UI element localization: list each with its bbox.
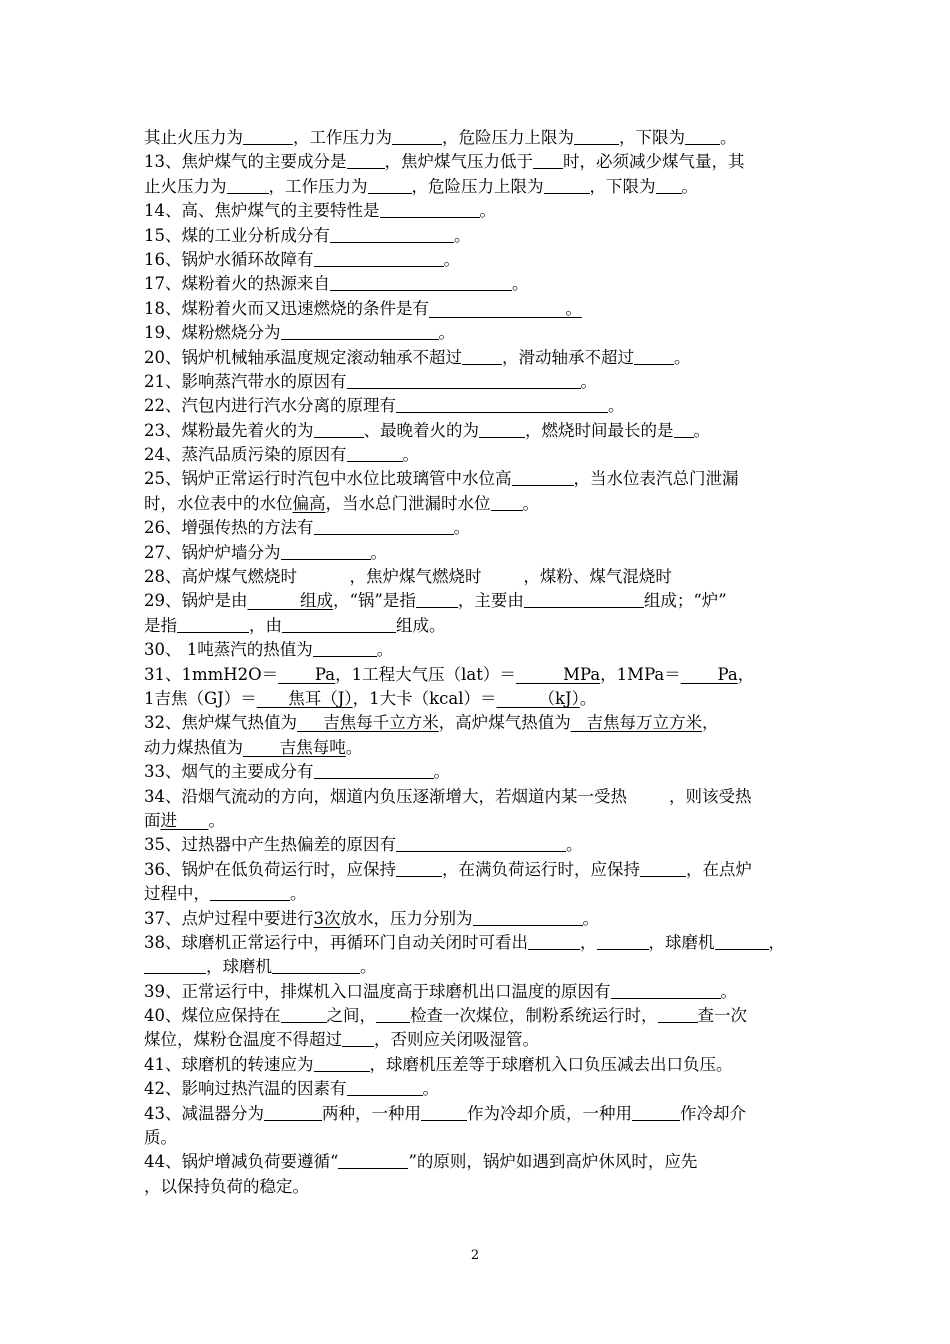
text-line [144, 955, 812, 979]
text-line [144, 272, 812, 296]
line-text: 24、蒸汽品质污染的原因有 [144, 445, 347, 465]
line-text: 组成。 [396, 615, 446, 635]
line-text: 26、增强传热的方法有 [144, 518, 314, 538]
answer-blank [656, 176, 682, 194]
line-text: ，危险压力上限为 [442, 128, 574, 147]
underlined-answer: 偏高 [292, 493, 326, 513]
underlined-answer: MPa [515, 664, 601, 684]
answer-blank [396, 395, 608, 413]
line-text: ，工作压力为 [293, 128, 392, 147]
answer-blank [473, 908, 583, 926]
line-text: 。 [438, 323, 455, 343]
line-text: ，燃烧时间最长的是 [525, 420, 674, 440]
line-text: 之间， [326, 1006, 376, 1026]
line-text: 。 [290, 884, 307, 904]
text-line [144, 224, 812, 248]
text-line [144, 1175, 812, 1199]
line-text: 时，水位表中的水位 [144, 493, 293, 513]
line-text: 。 [433, 762, 450, 782]
answer-blank [416, 590, 458, 608]
line-text: 22、汽包内进行汽水分离的原理有 [144, 396, 396, 416]
line-text: 作为冷却介质，一种用 [467, 1103, 632, 1123]
line-text: 23、煤粉最先着火的为 [144, 420, 314, 440]
underlined-answer: 。 [429, 298, 582, 318]
line-text: 19、煤粉燃烧分为 [144, 323, 281, 343]
line-text: ”的原则，锅炉如遇到高炉休风时，应先 [408, 1152, 698, 1172]
line-text: ，以保持负荷的稳定。 [144, 1176, 309, 1196]
line-text: 20、锅炉机械轴承温度规定滚动轴承不超过 [144, 347, 462, 367]
answer-blank [313, 639, 377, 657]
line-text: 41、球磨机的转速应为 [144, 1054, 314, 1074]
answer-blank [574, 127, 619, 145]
line-text: ，当水位表汽总门泄漏 [573, 469, 739, 489]
text-line [144, 297, 812, 321]
line-text: 33、烟气的主要成分有 [144, 762, 314, 782]
answer-blank [314, 517, 454, 535]
line-text: 放水，压力分别为 [340, 908, 473, 928]
line-text: ，焦炉煤气压力低于 [384, 152, 533, 172]
line-text: 查一次 [697, 1006, 747, 1026]
text-line [144, 346, 812, 370]
line-text: 。 [681, 176, 698, 196]
line-text: 39、正常运行中，排煤机入口温度高于球磨机出口温度的原因有 [144, 981, 611, 1001]
answer-blank [632, 1103, 680, 1121]
text-line [144, 541, 812, 565]
answer-blank [243, 127, 293, 145]
line-text: 1吉焦（GJ）＝ [144, 688, 257, 708]
answer-blank [392, 127, 442, 145]
line-text: 。 [402, 445, 419, 465]
text-line [144, 736, 812, 760]
text-line [144, 687, 812, 711]
line-text: 两种，一种用 [322, 1103, 421, 1123]
line-text: 。 [674, 347, 691, 367]
line-text: ，球磨机 [648, 932, 715, 952]
text-line [144, 785, 812, 809]
underlined-answer: 吉焦每吨 [243, 737, 346, 757]
line-text: 。 [720, 981, 737, 1001]
line-text: 动力煤热值为 [144, 737, 243, 757]
answer-blank [264, 1103, 322, 1121]
line-text: 28、高炉煤气燃烧时 ，焦炉煤气燃烧时 ，煤粉、煤气混烧时 [144, 567, 672, 587]
answer-blank [634, 347, 674, 365]
answer-blank [272, 956, 360, 974]
text-line [144, 175, 812, 199]
text-line [144, 1150, 812, 1174]
line-text: 42、影响过热汽温的因素有 [144, 1079, 347, 1099]
line-text: 、最晚着火的为 [363, 420, 479, 440]
line-text: 27、锅炉炉墙分为 [144, 542, 281, 562]
answer-blank [376, 1005, 410, 1023]
line-text: 。 [522, 493, 539, 513]
line-text: ， [737, 664, 755, 684]
line-text: 40、煤位应保持在 [144, 1006, 281, 1026]
answer-blank [396, 834, 566, 852]
text-line [144, 565, 812, 589]
line-text: ，否则应关闭吸湿管。 [374, 1030, 539, 1050]
text-line [144, 858, 812, 882]
text-line [144, 882, 812, 906]
answer-blank [528, 932, 580, 950]
text-line [144, 980, 812, 1004]
text-line [144, 1102, 812, 1126]
answer-blank [330, 273, 512, 291]
line-text: 是指 [144, 615, 177, 635]
text-line [144, 419, 812, 443]
underlined-answer: Pa [278, 664, 336, 684]
line-text: 。 [580, 371, 597, 391]
text-line [144, 150, 812, 174]
answer-blank [314, 420, 364, 438]
answer-blank [342, 1029, 374, 1047]
line-text: ，在点炉 [686, 859, 752, 879]
answer-blank [227, 176, 269, 194]
line-text: 煤位，煤粉仓温度不得超过 [144, 1030, 342, 1050]
line-text: ，高炉煤气热值为 [438, 713, 571, 733]
answer-blank [281, 322, 439, 340]
line-text: 15、煤的工业分析成分有 [144, 225, 330, 245]
line-text: 。 [608, 396, 625, 416]
answer-blank [338, 1151, 408, 1169]
answer-blank [347, 151, 385, 169]
underlined-answer: Pa [680, 664, 738, 684]
line-text: ，当水总门泄漏时水位 [325, 493, 491, 513]
underlined-answer: 吉焦每万立方米 [570, 713, 702, 733]
line-text: 。 [512, 274, 529, 294]
underlined-answer: 焦耳（J） [256, 688, 353, 708]
answer-blank [368, 176, 412, 194]
line-text: 。 [208, 810, 225, 830]
underlined-answer: 3次 [313, 908, 341, 928]
answer-blank [314, 1054, 370, 1072]
line-text: 38、球磨机正常运行中，再循环门自动关闭时可看出 [144, 932, 528, 952]
text-line [144, 126, 812, 150]
answer-blank [524, 590, 644, 608]
line-text: ， [580, 932, 597, 952]
text-line [144, 833, 812, 857]
line-text: 29、锅炉是由 [144, 591, 248, 611]
answer-blank [597, 932, 649, 950]
line-text: 44、锅炉增减负荷要遵循“ [144, 1152, 339, 1172]
line-text: 37、点炉过程中要进行 [144, 908, 314, 928]
answer-blank [396, 859, 442, 877]
answer-blank [347, 371, 581, 389]
line-text: 34、沿烟气流动的方向，烟道内负压逐渐增大，若烟道内某一受热 ，则该受热 [144, 786, 752, 806]
answer-blank [421, 1103, 467, 1121]
answer-blank [611, 981, 721, 999]
line-text: 14、高、焦炉煤气的主要特性是 [144, 201, 380, 221]
answer-blank [479, 420, 525, 438]
line-text: ，危险压力上限为 [411, 176, 544, 196]
answer-blank [715, 932, 769, 950]
question-list [144, 126, 812, 1199]
line-text: 。 [579, 688, 597, 708]
text-line [144, 199, 812, 223]
line-text: 。 [720, 128, 737, 147]
text-line [144, 1126, 812, 1150]
text-line [144, 370, 812, 394]
answer-blank [640, 859, 686, 877]
answer-blank [281, 1005, 327, 1023]
line-text: 。 [453, 518, 470, 538]
answer-blank [177, 615, 249, 633]
line-text: 。 [360, 957, 377, 977]
line-text: ，滑动轴承不超过 [502, 347, 634, 367]
line-text: 。 [345, 737, 363, 757]
line-text: 。 [370, 542, 387, 562]
answer-blank [658, 1005, 698, 1023]
answer-blank [144, 956, 206, 974]
text-line [144, 1053, 812, 1077]
line-text: 。 [443, 249, 460, 269]
text-line [144, 638, 812, 662]
line-text: 17、煤粉着火的热源来自 [144, 274, 330, 294]
text-line [144, 589, 812, 613]
line-text: 作冷却介 [680, 1103, 746, 1123]
text-line [144, 907, 812, 931]
text-line [144, 760, 812, 784]
text-line [144, 663, 812, 687]
text-line [144, 248, 812, 272]
line-text: 质。 [144, 1128, 177, 1148]
answer-blank [210, 883, 290, 901]
line-text: ，球磨机压差等于球磨机入口负压减去出口负压。 [369, 1054, 733, 1074]
line-text: 13、焦炉煤气的主要成分是 [144, 152, 347, 172]
answer-blank [512, 468, 574, 486]
line-text: 组成；“炉” [643, 591, 727, 611]
line-text: ，下限为 [619, 128, 685, 147]
underlined-answer: （kJ） [496, 688, 580, 708]
line-text: 16、锅炉水循环故障有 [144, 249, 314, 269]
line-text: 检查一次煤位，制粉系统运行时， [410, 1006, 658, 1026]
text-line [144, 1004, 812, 1028]
line-text: 其止火压力为 [144, 128, 243, 147]
line-text: ，在满负荷运行时，应保持 [442, 859, 640, 879]
text-line [144, 443, 812, 467]
line-text: 。 [454, 225, 471, 245]
line-text: 36、锅炉在低负荷运行时，应保持 [144, 859, 396, 879]
line-text: 时，必须减少煤气量，其 [563, 152, 745, 172]
text-line [144, 492, 812, 516]
answer-blank [281, 542, 371, 560]
text-line [144, 1028, 812, 1052]
line-text: 。 [479, 201, 496, 221]
answer-blank [314, 249, 444, 267]
answer-blank [462, 347, 502, 365]
line-text: ， [701, 713, 719, 733]
answer-blank [674, 420, 694, 438]
text-line [144, 614, 812, 638]
answer-blank [491, 493, 523, 511]
answer-blank [685, 127, 720, 145]
answer-blank [330, 225, 454, 243]
line-text: ，主要由 [457, 591, 524, 611]
underlined-answer: 组成 [247, 591, 333, 611]
line-text: ，下限为 [589, 176, 656, 196]
line-text: 。 [693, 420, 710, 440]
line-text: 止火压力为 [144, 176, 227, 196]
line-text: 25、锅炉正常运行时汽包中水位比玻璃管中水位高 [144, 469, 512, 489]
line-text: 面 [144, 810, 161, 830]
line-text: 18、煤粉着火而又迅速燃烧的条件是有 [144, 298, 429, 318]
underlined-answer: 进 [160, 810, 209, 830]
text-line [144, 394, 812, 418]
line-text: 21、影响蒸汽带水的原因有 [144, 371, 347, 391]
line-text: 。 [582, 908, 599, 928]
answer-blank [544, 176, 590, 194]
line-text: 31、1mmH2O＝ [144, 664, 279, 684]
line-text: ，由 [249, 615, 282, 635]
underlined-answer: 吉焦每千立方米 [297, 713, 439, 733]
text-line [144, 711, 812, 735]
answer-blank [347, 1078, 423, 1096]
line-text: ，工作压力为 [268, 176, 368, 196]
line-text: 43、减温器分为 [144, 1103, 264, 1123]
text-line [144, 1077, 812, 1101]
line-text: 30、 1吨蒸汽的热值为 [144, 640, 313, 660]
line-text: 过程中， [144, 884, 210, 904]
line-text: ，1工程大气压（lat）＝ [335, 664, 516, 684]
line-text: 。 [376, 640, 394, 660]
text-line [144, 516, 812, 540]
text-line [144, 931, 812, 955]
text-line [144, 467, 812, 491]
line-text: ， [768, 932, 785, 952]
page-number: 2 [470, 1248, 480, 1263]
answer-blank [347, 444, 403, 462]
line-text: 。 [422, 1079, 439, 1099]
line-text: ，1MPa＝ [600, 664, 681, 684]
line-text: ，“锅”是指 [332, 591, 416, 611]
answer-blank [282, 615, 396, 633]
answer-blank [533, 151, 563, 169]
text-line [144, 321, 812, 345]
line-text: 35、过热器中产生热偏差的原因有 [144, 835, 396, 855]
answer-blank [380, 200, 480, 218]
text-line [144, 809, 812, 833]
line-text: ，1大卡（kcal）＝ [352, 688, 497, 708]
line-text: 。 [566, 835, 583, 855]
answer-blank [314, 761, 434, 779]
line-text: ，球磨机 [206, 957, 272, 977]
line-text: 32、焦炉煤气热值为 [144, 713, 297, 733]
